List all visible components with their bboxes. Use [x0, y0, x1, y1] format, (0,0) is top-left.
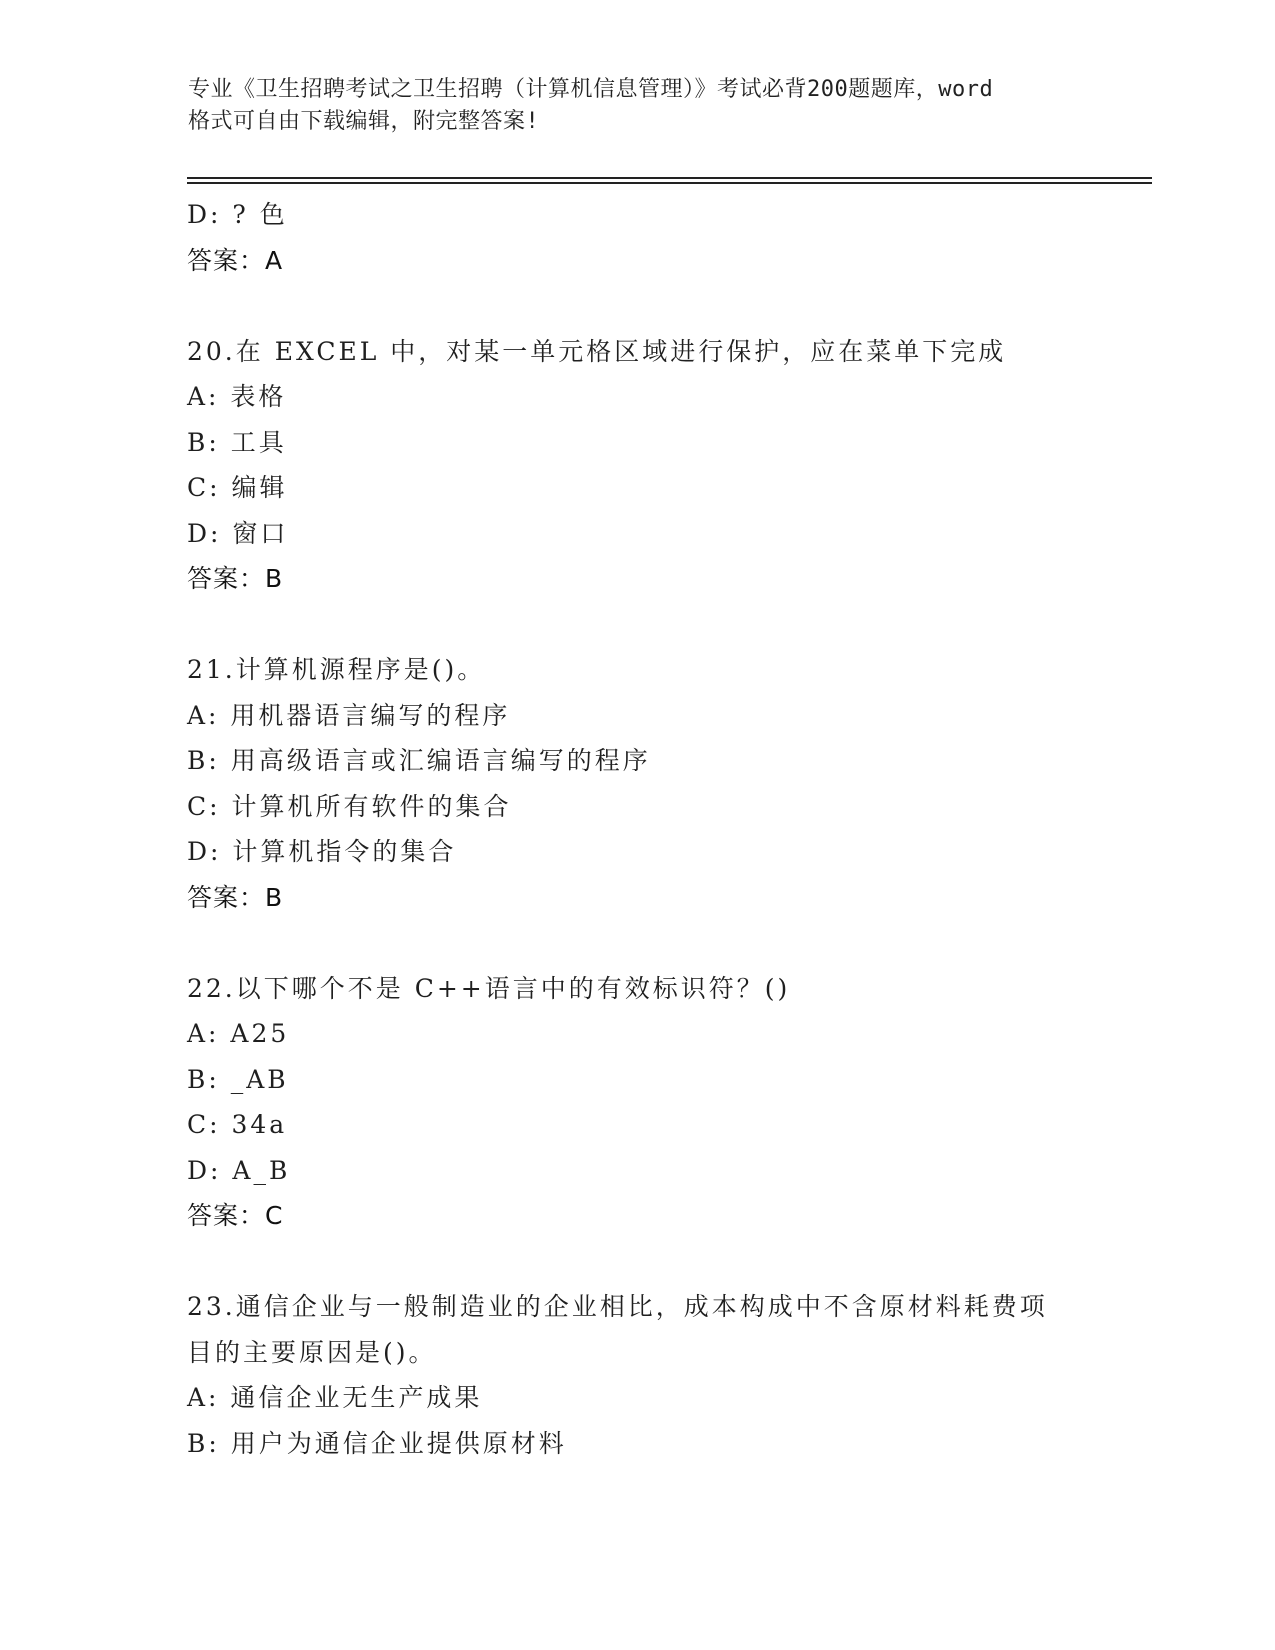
answer: 答案：B [187, 564, 284, 593]
option-b: B: 用户为通信企业提供原材料 [187, 1428, 567, 1458]
answer: 答案：B [187, 882, 284, 912]
header-title-line-1: 专业《卫生招聘考试之卫生招聘（计算机信息管理）》考试必背200题题库，word [188, 77, 994, 102]
question-stem-line-1: 23.通信企业与一般制造业的企业相比，成本构成中不含原材料耗费项 [187, 1292, 1048, 1321]
spacer [187, 920, 1147, 966]
document-header [188, 74, 1088, 138]
header-title-line-2: 格式可自由下载编辑，附完整答案! [188, 109, 540, 134]
header-divider-bottom [187, 182, 1152, 184]
spacer [187, 1239, 1147, 1285]
option-c: C: 34a [187, 1110, 288, 1139]
question-stem-line-2: 目的主要原因是()。 [187, 1337, 437, 1367]
option-d: D: 计算机指令的集合 [187, 837, 457, 866]
option-d: D: 窗口 [187, 518, 289, 548]
option-b: B: 工具 [187, 427, 287, 457]
question-22 [187, 966, 1147, 1239]
option-c: C: 编辑 [187, 473, 288, 502]
question-21 [187, 647, 1147, 920]
question-stem: 20.在 EXCEL 中，对某一单元格区域进行保护，应在菜单下完成 [187, 336, 1007, 366]
question-stem: 21.计算机源程序是()。 [187, 655, 486, 684]
spacer [187, 602, 1147, 648]
spacer [187, 283, 1147, 329]
option-a: A: 通信企业无生产成果 [187, 1383, 483, 1412]
answer: 答案：C [187, 1201, 284, 1230]
option-c: C: 计算机所有软件的集合 [187, 791, 512, 821]
option-a: A: 表格 [187, 382, 287, 411]
header-divider-top [187, 177, 1152, 179]
option-d: D: A_B [187, 1155, 291, 1185]
option-a: A: A25 [187, 1019, 290, 1048]
option-b: B: _AB [187, 1064, 289, 1094]
option-b: B: 用高级语言或汇编语言编写的程序 [187, 746, 651, 775]
question-20 [187, 329, 1147, 602]
prev-answer: 答案：A [187, 245, 284, 275]
question-stem: 22.以下哪个不是 C++语言中的有效标识符？() [187, 973, 791, 1003]
question-23 [187, 1284, 1147, 1466]
prev-option-d: D: ? 色 [187, 200, 288, 229]
question-list [187, 192, 1147, 1466]
option-a: A: 用机器语言编写的程序 [187, 700, 511, 730]
